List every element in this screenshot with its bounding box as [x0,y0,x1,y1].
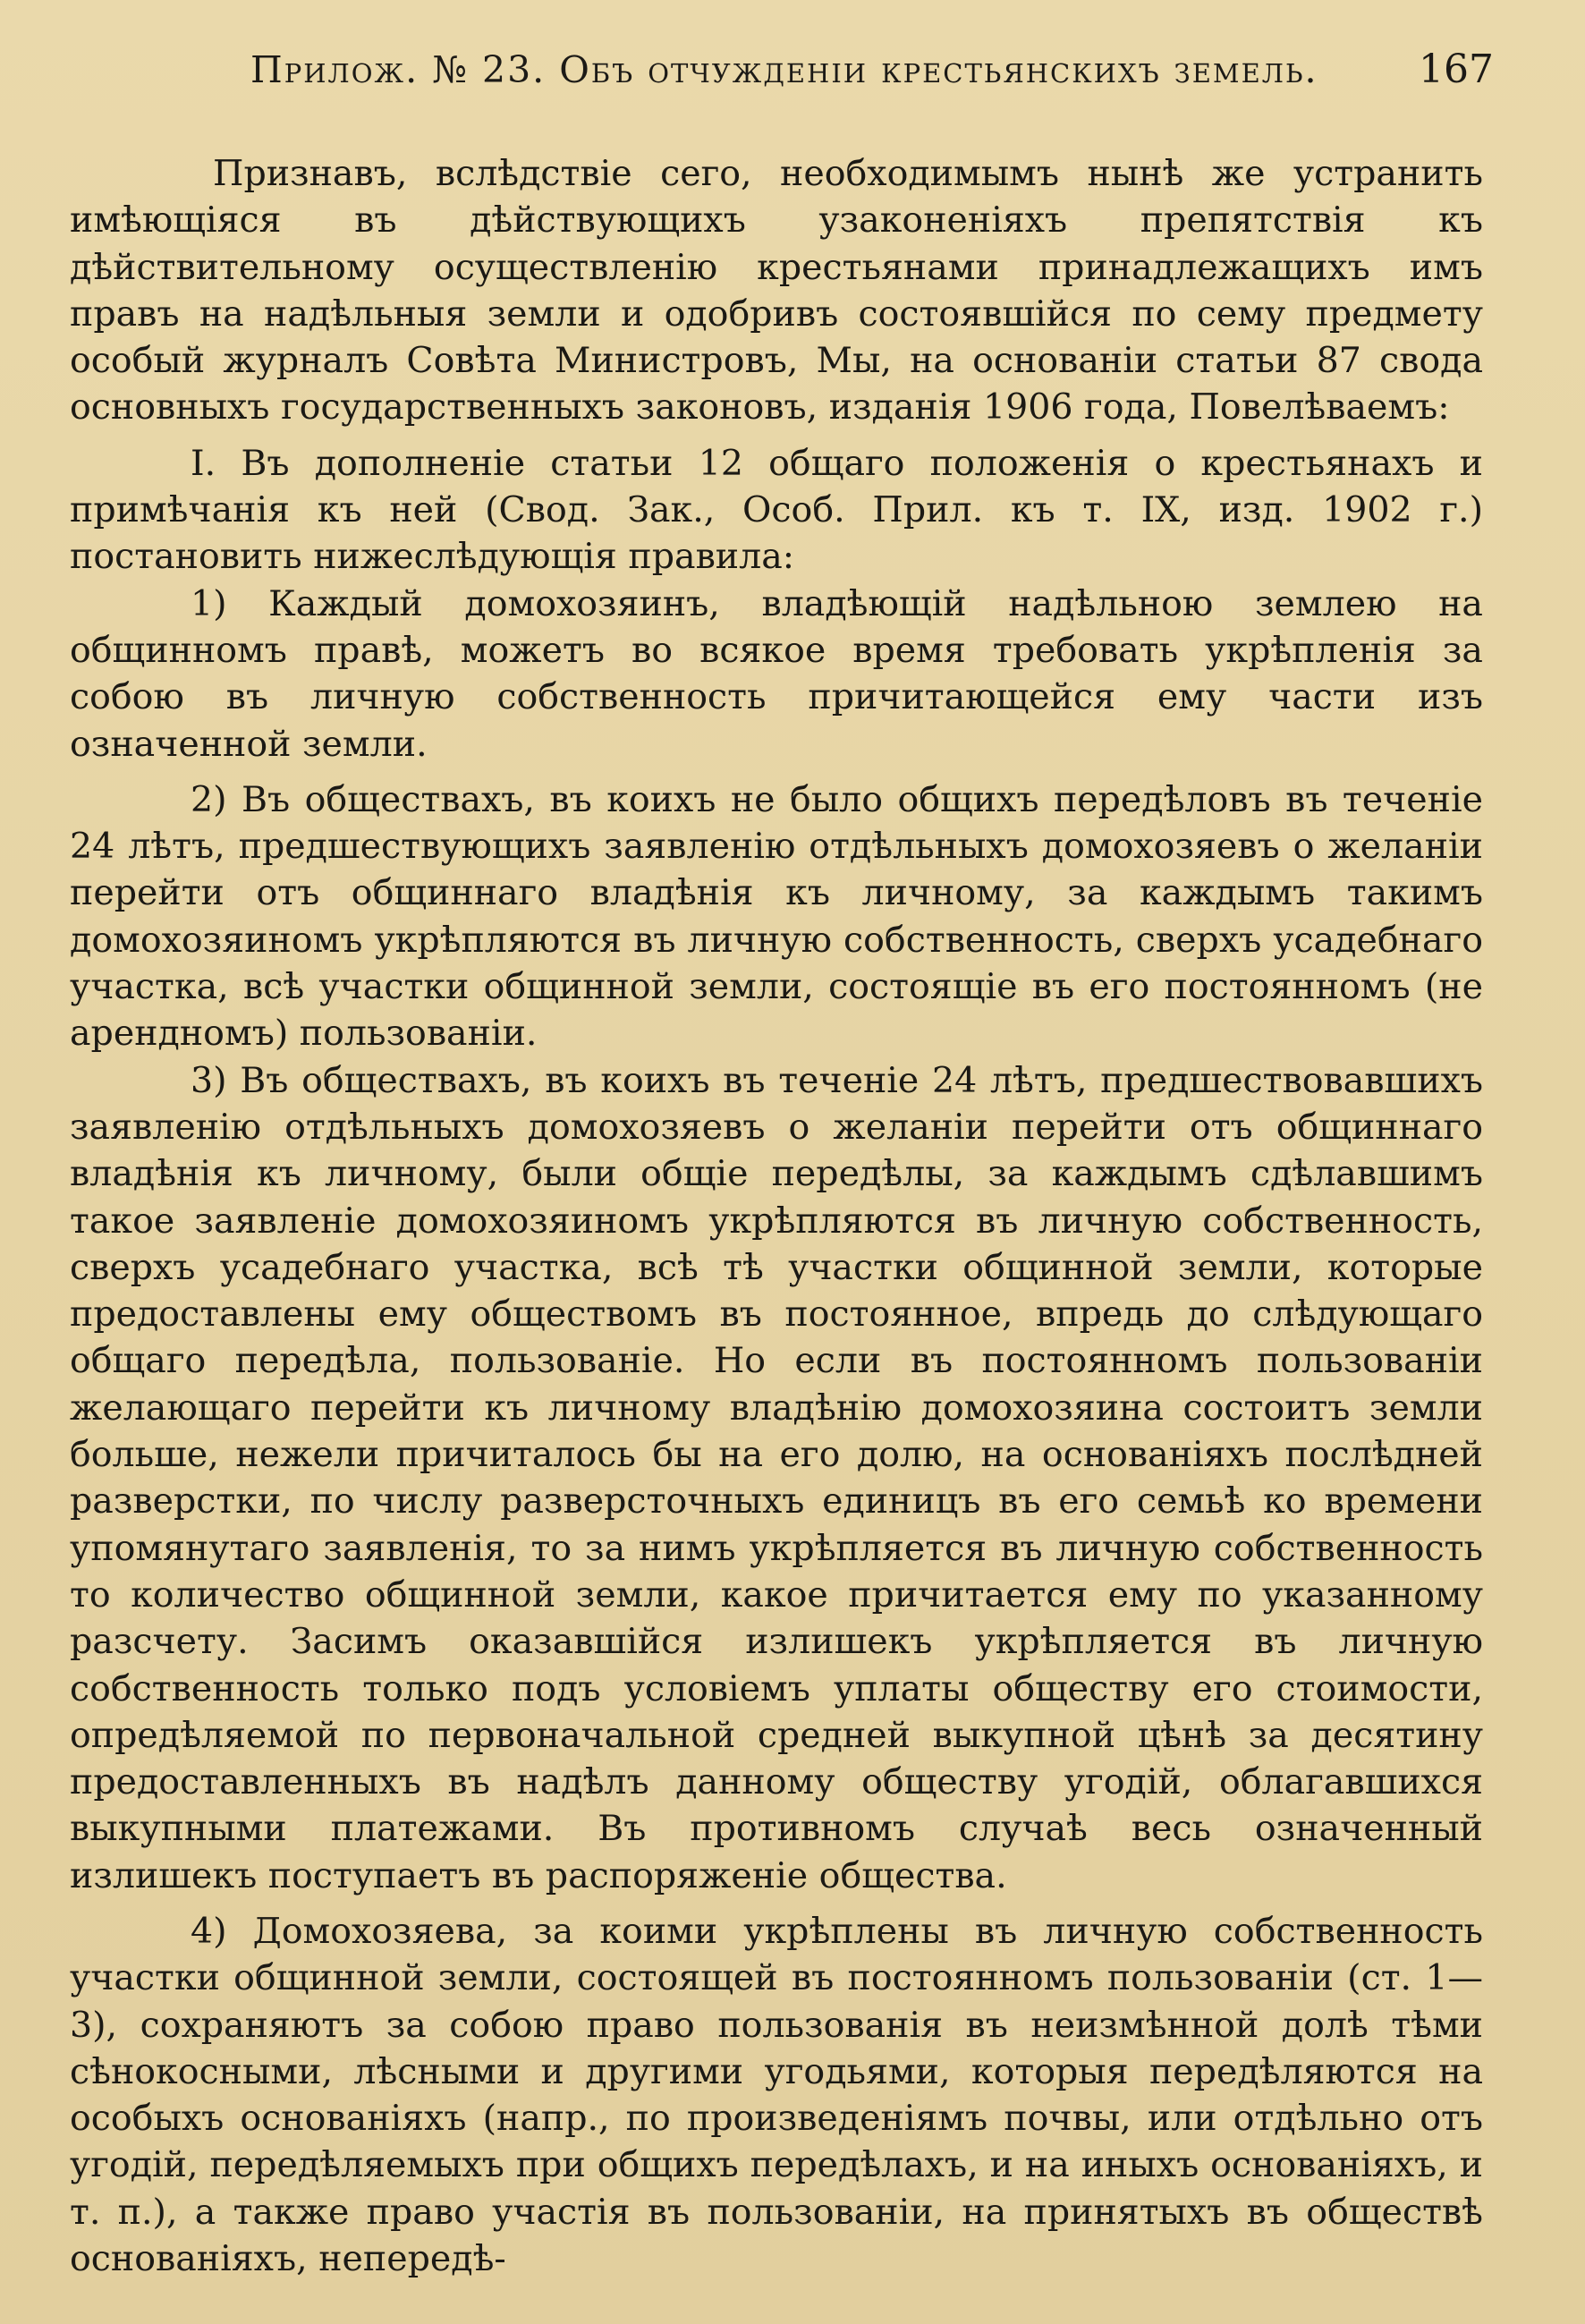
running-header [242,36,1494,107]
paragraph-rule-1: 1) Каждый домохозяинъ, владѣющій надѣльною землею на общинномъ правѣ, можетъ во всякое время требовать укрѣпленія за собою въ личную собственность причитающейся ему части изъ означенной земли. [70,582,1483,765]
paragraph-section-1: I. Въ дополненіе статьи 12 общаго положенія о крестьянахъ и примѣчанія къ ней (Свод. Зак., Особ. Прил. къ т. IX, изд. 1902 г.) постановить нижеслѣдующія правила: [70,442,1483,578]
paragraph-rule-2: 2) Въ обществахъ, въ коихъ не было общихъ передѣловъ въ теченіе 24 лѣтъ, предшествующихъ заявленію отдѣльныхъ домохозяевъ о желаніи перейти отъ общиннаго владѣнія къ личному, за каждымъ такимъ домохозяиномъ укрѣпляются въ личную собственность, сверхъ усадебнаго участка, всѣ участки общинной земли, состоящіе въ его постоянномъ (не арендномъ) пользованіи. [70,778,1483,1055]
paragraph-rule-3: 3) Въ обществахъ, въ коихъ въ теченіе 24 лѣтъ, предшествовавшихъ заявленію отдѣльныхъ домохозяевъ о желаніи перейти отъ общиннаго владѣнія къ личному, были общіе передѣлы, за каждымъ сдѣлавшимъ такое заявленіе домохозяиномъ укрѣпляются въ личную собственность, сверхъ усадебнаго участка, всѣ тѣ участки общинной земли, которые предоставлены ему обществомъ въ постоянное, впредь до слѣдующаго общаго передѣла, пользованіе. Но если въ постоянномъ пользованіи желающаго перейти къ личному владѣнію домохозяина состоитъ земли больше, нежели причиталось бы на его долю, на основаніяхъ послѣдней разверстки, по числу разверсточныхъ единицъ въ его семьѣ ко времени упомянутаго заявленія, то за нимъ укрѣпляется въ личную собственность то количество общинной земли, какое причитается ему по указанному разсчету. Засимъ оказавшійся излишекъ укрѣпляется въ личную собственность только подъ условіемъ уплаты обществу его стоимости, опредѣляемой по первоначальной средней выкупной цѣнѣ за десятину предоставленныхъ въ надѣлъ данному обществу угодій, облагавшихся выкупными платежами. Въ противномъ случаѣ весь означенный излишекъ поступаетъ въ распоряженіе общества. [70,1059,1483,1896]
header-title: Прилож. № 23. Объ отчужденіи крестьянскихъ земель. [250,48,1318,91]
page-number: 167 [1419,47,1494,92]
body-text [70,150,1483,2282]
paragraph-preamble: Признавъ, вслѣдствіе сего, необходимымъ нынѣ же устранить имѣющіяся въ дѣйствующихъ узаконеніяхъ препятствія къ дѣйствительному осуществленію крестьянами принадлежащихъ имъ правъ на надѣльныя земли и одобривъ состоявшійся по сему предмету особый журналъ Совѣта Министровъ, Мы, на основаніи статьи 87 свода основныхъ государственныхъ законовъ, изданія 1906 года, Повелѣваемъ: [70,153,1483,428]
paragraph-rule-4: 4) Домохозяева, за коими укрѣплены въ личную собственность участки общинной земли, состоящей въ постоянномъ пользованіи (ст. 1—3), сохраняютъ за собою право пользованія въ неизмѣнной долѣ тѣми сѣнокосными, лѣсными и другими угодьями, которыя передѣляются на особыхъ основаніяхъ (напр., по произведеніямъ почвы, или отдѣльно отъ угодій, передѣляемыхъ при общихъ передѣлахъ, и на иныхъ основаніяхъ, и т. п.), а также право участія въ пользованіи, на принятыхъ въ обществѣ основаніяхъ, непередѣ- [70,1910,1483,2280]
